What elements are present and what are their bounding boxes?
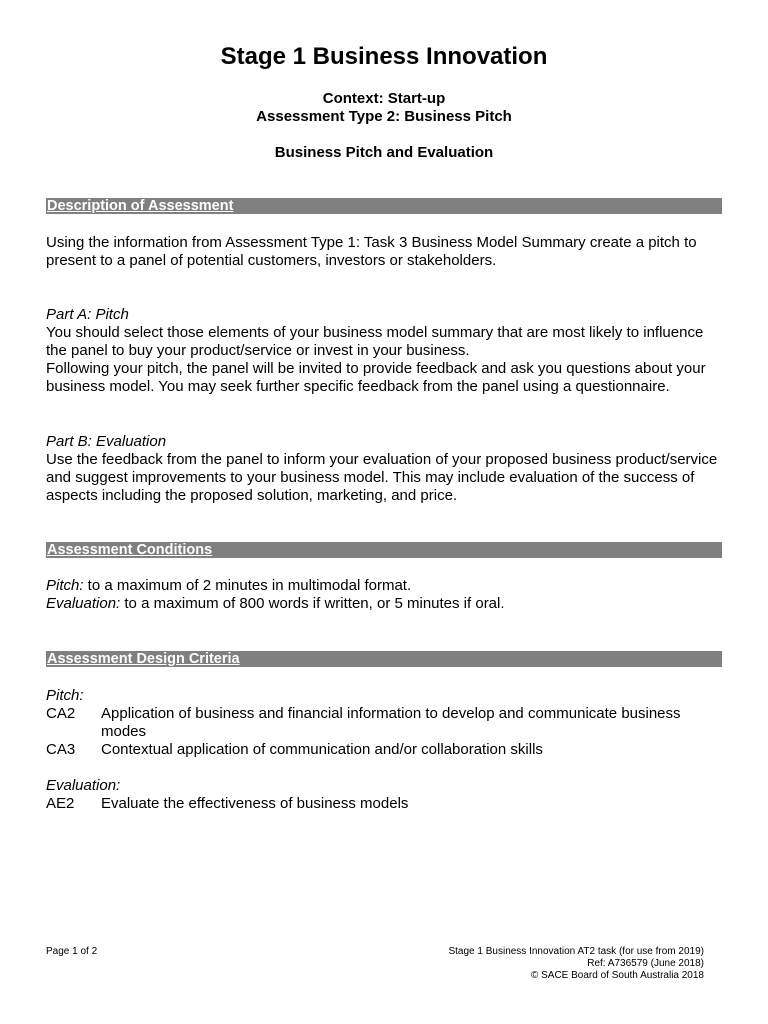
criteria-row [46,795,722,813]
criteria-text: Evaluate the effectiveness of business models [101,795,409,812]
description-intro [46,234,722,270]
pitch-condition [46,577,722,595]
page-title: Stage 1 Business Innovation [220,43,548,70]
pitch-condition-label: Pitch: [46,577,84,594]
evaluation-condition [46,595,722,613]
criteria-evaluation-block [46,777,722,813]
pitch-evaluation-subheading: Business Pitch and Evaluation [274,144,494,161]
conditions-block [46,577,722,613]
criteria-code: AE2 [46,795,75,812]
part-a-title: Part A: Pitch [46,306,129,323]
part-b-title: Part B: Evaluation [46,433,167,450]
intro-paragraph: Using the information from Assessment Type 1: Task 3 Business Model Summary create a pitch to present to a panel of potential customers, investors or stakeholders. [46,234,697,269]
context-subtitle: Context: Start-up [322,90,446,107]
footer-copyright: © SACE Board of South Australia 2018 [530,970,704,981]
conditions-section-heading: Assessment Conditions [46,542,722,558]
evaluation-condition-text: to a maximum of 800 words if written, or 5 minutes if oral. [120,595,505,612]
criteria-pitch-label: Pitch: [46,687,84,704]
part-a-paragraph-1: You should select those elements of your business model summary that are most likely to influence the panel to buy your product/service or invest in your business. [46,324,704,359]
description-section-heading: Description of Assessment [46,198,722,214]
criteria-row [46,705,722,741]
footer-info [448,946,704,982]
criteria-row [46,741,722,759]
criteria-evaluation-label: Evaluation: [46,777,121,794]
criteria-text: Contextual application of communication and/or collaboration skills [101,741,543,758]
evaluation-condition-label: Evaluation: [46,595,121,612]
part-b-block [46,433,722,505]
assessment-type-subtitle: Assessment Type 2: Business Pitch [256,108,512,125]
footer-doc-title: Stage 1 Business Innovation AT2 task (for use from 2019) [448,946,704,957]
footer-ref: Ref: A736579 (June 2018) [587,958,704,969]
criteria-pitch-block [46,687,722,759]
part-a-paragraph-2: Following your pitch, the panel will be invited to provide feedback and ask you questions about your business model. You may seek further specific feedback from the panel using a questionnaire. [46,360,706,395]
part-a-block [46,306,722,396]
criteria-code: CA2 [46,705,76,722]
part-b-paragraph-1: Use the feedback from the panel to inform your evaluation of your proposed business product/service and suggest improvements to your business model. This may include evaluation of the success of aspects including the proposed solution, marketing, and price. [46,451,718,504]
criteria-section-heading: Assessment Design Criteria [46,651,722,667]
pitch-condition-text: to a maximum of 2 minutes in multimodal format. [83,577,412,594]
criteria-code: CA3 [46,741,76,758]
page-number: Page 1 of 2 [46,946,98,957]
criteria-text: Application of business and financial information to develop and communicate business modes [101,705,681,740]
